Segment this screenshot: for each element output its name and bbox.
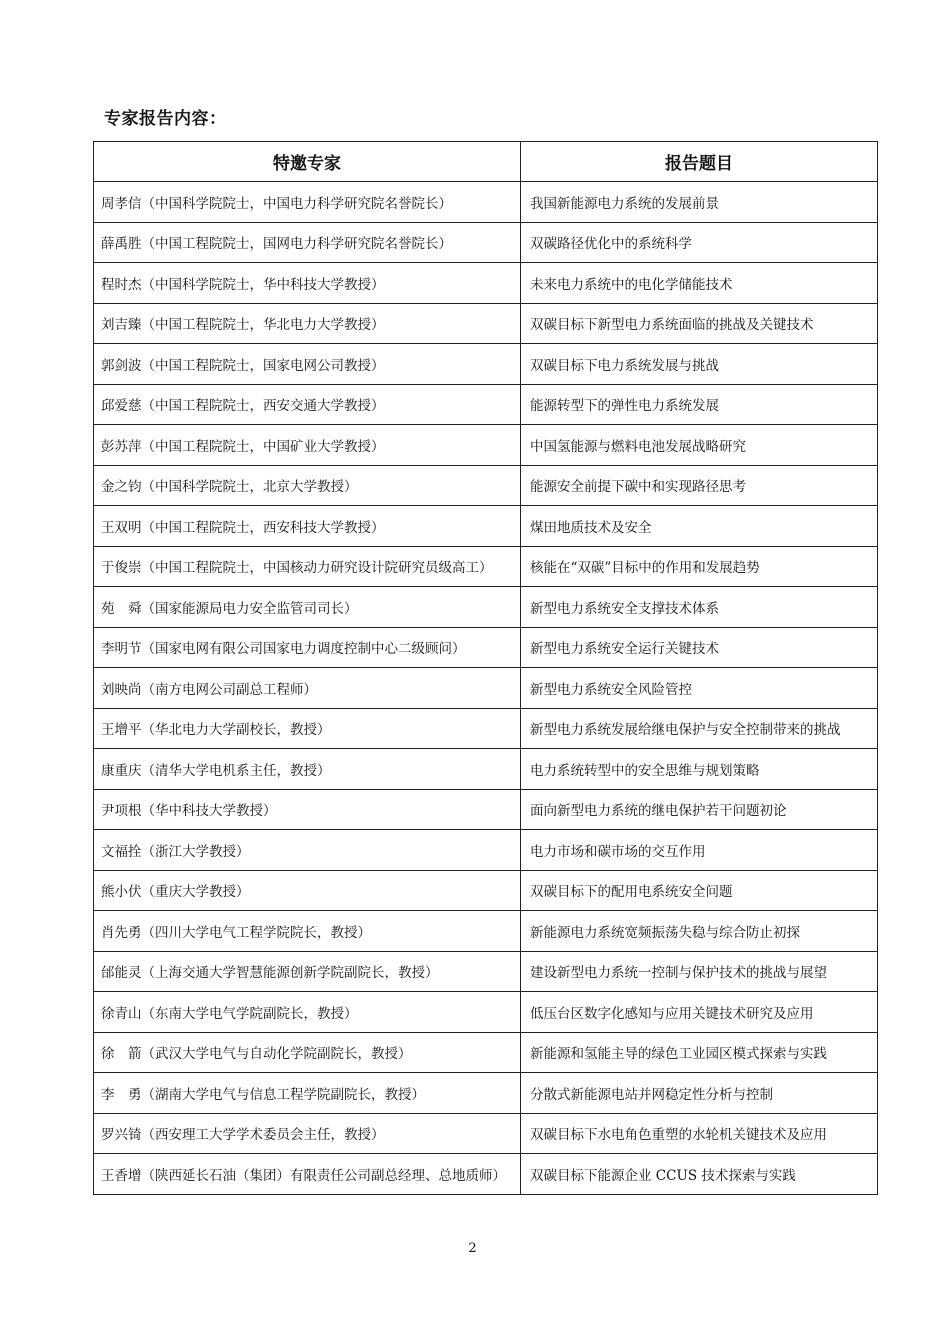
expert-cell: 康重庆（清华大学电机系主任，教授） (94, 749, 521, 790)
expert-cell: 苑 舜（国家能源局电力安全监管司司长） (94, 587, 521, 628)
expert-cell: 邰能灵（上海交通大学智慧能源创新学院副院长，教授） (94, 951, 521, 992)
report-topic-cell: 核能在“双碳”目标中的作用和发展趋势 (521, 546, 878, 587)
report-topic-cell: 新能源和氢能主导的绿色工业园区模式探索与实践 (521, 1032, 878, 1073)
table-row (94, 911, 878, 952)
table-row (94, 303, 878, 344)
report-topic-cell: 建设新型电力系统一控制与保护技术的挑战与展望 (521, 951, 878, 992)
table-header-row (94, 142, 878, 182)
table-row (94, 506, 878, 547)
table-row (94, 1113, 878, 1154)
report-topic-cell: 双碳目标下水电角色重塑的水轮机关键技术及应用 (521, 1113, 878, 1154)
expert-cell: 肖先勇（四川大学电气工程学院院长，教授） (94, 911, 521, 952)
expert-cell: 刘吉臻（中国工程院院士，华北电力大学教授） (94, 303, 521, 344)
table-row (94, 425, 878, 466)
expert-cell: 程时杰（中国科学院院士，华中科技大学教授） (94, 263, 521, 304)
table-row (94, 222, 878, 263)
expert-cell: 熊小伏（重庆大学教授） (94, 870, 521, 911)
expert-cell: 邱爱慈（中国工程院院士，西安交通大学教授） (94, 384, 521, 425)
section-heading: 专家报告内容： (104, 109, 227, 129)
report-topic-cell: 新型电力系统安全支撑技术体系 (521, 587, 878, 628)
report-topic-cell: 新能源电力系统宽频振荡失稳与综合防止初探 (521, 911, 878, 952)
table-row (94, 344, 878, 385)
report-topic-cell: 能源转型下的弹性电力系统发展 (521, 384, 878, 425)
table-row (94, 668, 878, 709)
table-row (94, 830, 878, 871)
table-row (94, 263, 878, 304)
table-row (94, 870, 878, 911)
report-topic-cell: 双碳路径优化中的系统科学 (521, 222, 878, 263)
table-row (94, 627, 878, 668)
report-topic-cell: 电力市场和碳市场的交互作用 (521, 830, 878, 871)
expert-cell: 王增平（华北电力大学副校长，教授） (94, 708, 521, 749)
table-row (94, 1154, 878, 1195)
report-topic-cell: 我国新能源电力系统的发展前景 (521, 182, 878, 223)
expert-cell: 王香增（陕西延长石油（集团）有限责任公司副总经理、总地质师） (94, 1154, 521, 1195)
expert-cell: 徐青山（东南大学电气学院副院长，教授） (94, 992, 521, 1033)
report-topic-cell: 未来电力系统中的电化学储能技术 (521, 263, 878, 304)
report-topic-cell: 双碳目标下能源企业 CCUS 技术探索与实践 (521, 1154, 878, 1195)
table-row (94, 708, 878, 749)
expert-cell: 文福拴（浙江大学教授） (94, 830, 521, 871)
table-row (94, 1073, 878, 1114)
table-row (94, 465, 878, 506)
page-number: 2 (468, 1241, 477, 1256)
expert-cell: 于俊崇（中国工程院院士，中国核动力研究设计院研究员级高工） (94, 546, 521, 587)
report-topic-cell: 双碳目标下电力系统发展与挑战 (521, 344, 878, 385)
report-topic-cell: 新型电力系统安全运行关键技术 (521, 627, 878, 668)
report-topic-cell: 双碳目标下新型电力系统面临的挑战及关键技术 (521, 303, 878, 344)
table-row (94, 384, 878, 425)
report-topic-cell: 中国氢能源与燃料电池发展战略研究 (521, 425, 878, 466)
expert-cell: 金之钧（中国科学院院士，北京大学教授） (94, 465, 521, 506)
table-row (94, 789, 878, 830)
expert-cell: 刘映尚（南方电网公司副总工程师） (94, 668, 521, 709)
table-row (94, 749, 878, 790)
report-topic-cell: 电力系统转型中的安全思维与规划策略 (521, 749, 878, 790)
table-row (94, 992, 878, 1033)
expert-cell: 徐 箭（武汉大学电气与自动化学院副院长，教授） (94, 1032, 521, 1073)
report-topic-cell: 双碳目标下的配用电系统安全问题 (521, 870, 878, 911)
expert-cell: 郭剑波（中国工程院院士，国家电网公司教授） (94, 344, 521, 385)
expert-cell: 薛禹胜（中国工程院院士，国网电力科学研究院名誉院长） (94, 222, 521, 263)
table-row (94, 546, 878, 587)
column-header-topics: 报告题目 (521, 142, 878, 182)
report-topic-cell: 分散式新能源电站并网稳定性分析与控制 (521, 1073, 878, 1114)
report-topic-cell: 新型电力系统安全风险管控 (521, 668, 878, 709)
expert-cell: 李明节（国家电网有限公司国家电力调度控制中心二级顾问） (94, 627, 521, 668)
expert-cell: 李 勇（湖南大学电气与信息工程学院副院长，教授） (94, 1073, 521, 1114)
report-topic-cell: 新型电力系统发展给继电保护与安全控制带来的挑战 (521, 708, 878, 749)
report-topic-cell: 煤田地质技术及安全 (521, 506, 878, 547)
table-row (94, 1032, 878, 1073)
report-topic-cell: 低压台区数字化感知与应用关键技术研究及应用 (521, 992, 878, 1033)
expert-cell: 彭苏萍（中国工程院院士，中国矿业大学教授） (94, 425, 521, 466)
expert-cell: 周孝信（中国科学院院士，中国电力科学研究院名誉院长） (94, 182, 521, 223)
table-row (94, 182, 878, 223)
column-header-experts: 特邀专家 (94, 142, 521, 182)
table-row (94, 951, 878, 992)
report-topic-cell: 面向新型电力系统的继电保护若干问题初论 (521, 789, 878, 830)
expert-cell: 罗兴锜（西安理工大学学术委员会主任，教授） (94, 1113, 521, 1154)
report-topic-cell: 能源安全前提下碳中和实现路径思考 (521, 465, 878, 506)
expert-cell: 尹项根（华中科技大学教授） (94, 789, 521, 830)
table-row (94, 587, 878, 628)
expert-report-table (93, 141, 878, 1195)
expert-cell: 王双明（中国工程院院士，西安科技大学教授） (94, 506, 521, 547)
